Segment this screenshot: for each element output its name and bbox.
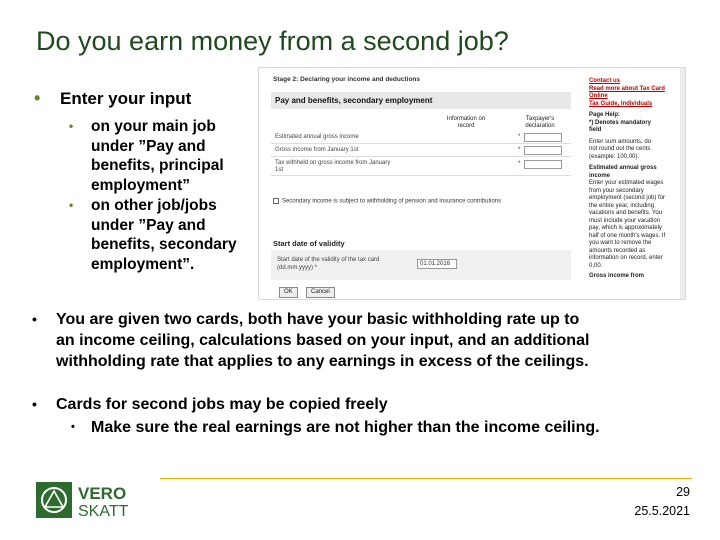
sub-bullet-income-ceiling bbox=[71, 417, 600, 438]
start-date-title: Start date of validity bbox=[273, 239, 345, 248]
embedded-form-screenshot bbox=[258, 67, 686, 300]
col-info-on-record bbox=[435, 116, 497, 130]
footer-divider bbox=[160, 478, 692, 479]
start-date-box bbox=[271, 250, 571, 280]
section-header: Pay and benefits, secondary employment bbox=[271, 92, 571, 109]
line: You are given two cards, both have your basic withholding rate up to bbox=[56, 311, 580, 328]
line: on other job/jobs bbox=[91, 197, 217, 214]
help-line: *) Denotes mandatory bbox=[589, 119, 652, 126]
help-line: half of one month's wages. If bbox=[589, 232, 666, 239]
bullet-enter-input bbox=[34, 88, 192, 109]
line: an income ceiling, calculations based on your input, and an additional bbox=[56, 332, 590, 349]
mandatory-star: * bbox=[518, 134, 521, 140]
secondary-income-checkbox-row[interactable] bbox=[273, 198, 501, 205]
bullet-dot-icon: • bbox=[69, 119, 74, 133]
line: employment” bbox=[91, 176, 191, 194]
line: under ”Pay and bbox=[91, 216, 206, 234]
row-label: Gross income from January 1st bbox=[275, 147, 359, 153]
line: Make sure the real earnings are not higher than the income ceiling. bbox=[91, 419, 600, 436]
help-line: Enter sum amounts, do bbox=[589, 138, 652, 145]
mandatory-star: * bbox=[518, 147, 521, 153]
help-line: Estimated annual gross bbox=[589, 165, 657, 171]
col-line: declaration bbox=[525, 123, 555, 129]
bullet-two-cards bbox=[32, 309, 590, 372]
bullet-dot-icon: • bbox=[69, 198, 74, 212]
col-line: record bbox=[457, 123, 475, 129]
logo-text-skatt: SKATT bbox=[78, 503, 129, 519]
secondary-income-checkbox[interactable] bbox=[273, 198, 279, 204]
help-line: you want to remove the bbox=[589, 240, 652, 246]
line: employment”. bbox=[91, 255, 195, 273]
help-line: 0,00. bbox=[589, 262, 603, 269]
bullet-dot-icon: • bbox=[34, 88, 41, 108]
col-line: Information on bbox=[446, 116, 486, 122]
bullet-text: Enter your input bbox=[60, 89, 192, 108]
line: withholding rate that applies to any earnings in excess of the ceilings. bbox=[56, 353, 589, 370]
tax-withheld-input[interactable] bbox=[524, 160, 562, 169]
scrollbar[interactable] bbox=[680, 68, 685, 300]
line: on your main job bbox=[91, 118, 216, 135]
help-line: employment (second job) for bbox=[589, 195, 666, 201]
help-line: must include your vacation bbox=[589, 217, 661, 224]
vero-skatt-logo bbox=[36, 481, 154, 519]
tax-guide-link[interactable]: Tax Guide, Individuals bbox=[589, 100, 653, 107]
start-date-label bbox=[277, 256, 397, 272]
page-number: 29 bbox=[676, 485, 690, 499]
help-line: Gross income from bbox=[589, 273, 645, 279]
help-line: amounts recorded as bbox=[589, 247, 646, 254]
help-line: the entire year, including bbox=[589, 202, 655, 209]
bullet-dot-icon: • bbox=[71, 421, 75, 433]
help-title: Page Help: bbox=[589, 112, 621, 118]
contact-link[interactable]: Contact us bbox=[589, 78, 621, 84]
tax-card-link-cont[interactable]: Online bbox=[589, 93, 608, 99]
gross-income-input[interactable] bbox=[524, 146, 562, 155]
help-line: pay, which is approximately bbox=[589, 225, 662, 231]
col-taxpayer-declaration bbox=[509, 116, 571, 130]
row-label: Tax withheld on gross income from January bbox=[275, 160, 391, 166]
bullet-dot-icon: • bbox=[32, 311, 37, 327]
help-line: field bbox=[589, 127, 602, 133]
estimated-income-input[interactable] bbox=[524, 133, 562, 142]
sub-bullet-other-jobs bbox=[69, 196, 237, 274]
line: benefits, secondary bbox=[91, 236, 237, 253]
row-label: Estimated annual gross income bbox=[275, 134, 359, 140]
bullet-dot-icon: • bbox=[32, 396, 37, 412]
help-line: income bbox=[589, 172, 611, 179]
label-line: Start date of the validity of the tax card bbox=[277, 257, 380, 263]
help-line: vacations and benefits. You bbox=[589, 210, 663, 216]
help-line: (example: 100,00). bbox=[589, 153, 640, 160]
cancel-button[interactable]: Cancel bbox=[306, 287, 335, 298]
bullet-copy-freely bbox=[32, 394, 388, 415]
help-line: Enter your estimated wages bbox=[589, 180, 664, 186]
help-line: from your secondary bbox=[589, 187, 644, 194]
help-line: information on record, enter bbox=[589, 255, 663, 261]
row-label: 1st bbox=[275, 167, 284, 173]
col-line: Taxpayer's bbox=[525, 116, 555, 122]
logo-text-vero: VERO bbox=[78, 484, 127, 503]
help-panel bbox=[585, 68, 685, 300]
slide-title: Do you earn money from a second job? bbox=[36, 26, 509, 56]
slide-date: 25.5.2021 bbox=[634, 504, 690, 518]
stage-heading: Stage 2: Declaring your income and deductions bbox=[273, 76, 421, 83]
tax-card-link[interactable]: Read more about Tax Card bbox=[589, 85, 665, 92]
sub-bullet-main-job bbox=[69, 117, 224, 195]
label-line: (dd.mm.yyyy) * bbox=[277, 265, 318, 271]
mandatory-star: * bbox=[518, 161, 521, 167]
checkbox-label: Secondary income is subject to withholding of pension and insurance contributions bbox=[282, 198, 502, 205]
line: benefits, principal bbox=[91, 157, 224, 174]
line: Cards for second jobs may be copied freely bbox=[56, 396, 388, 413]
start-date-input[interactable]: 01.01.2016 bbox=[417, 259, 457, 269]
line: under ”Pay and bbox=[91, 137, 206, 155]
ok-button[interactable]: OK bbox=[279, 287, 298, 298]
help-line: not round out the cents bbox=[589, 146, 651, 152]
